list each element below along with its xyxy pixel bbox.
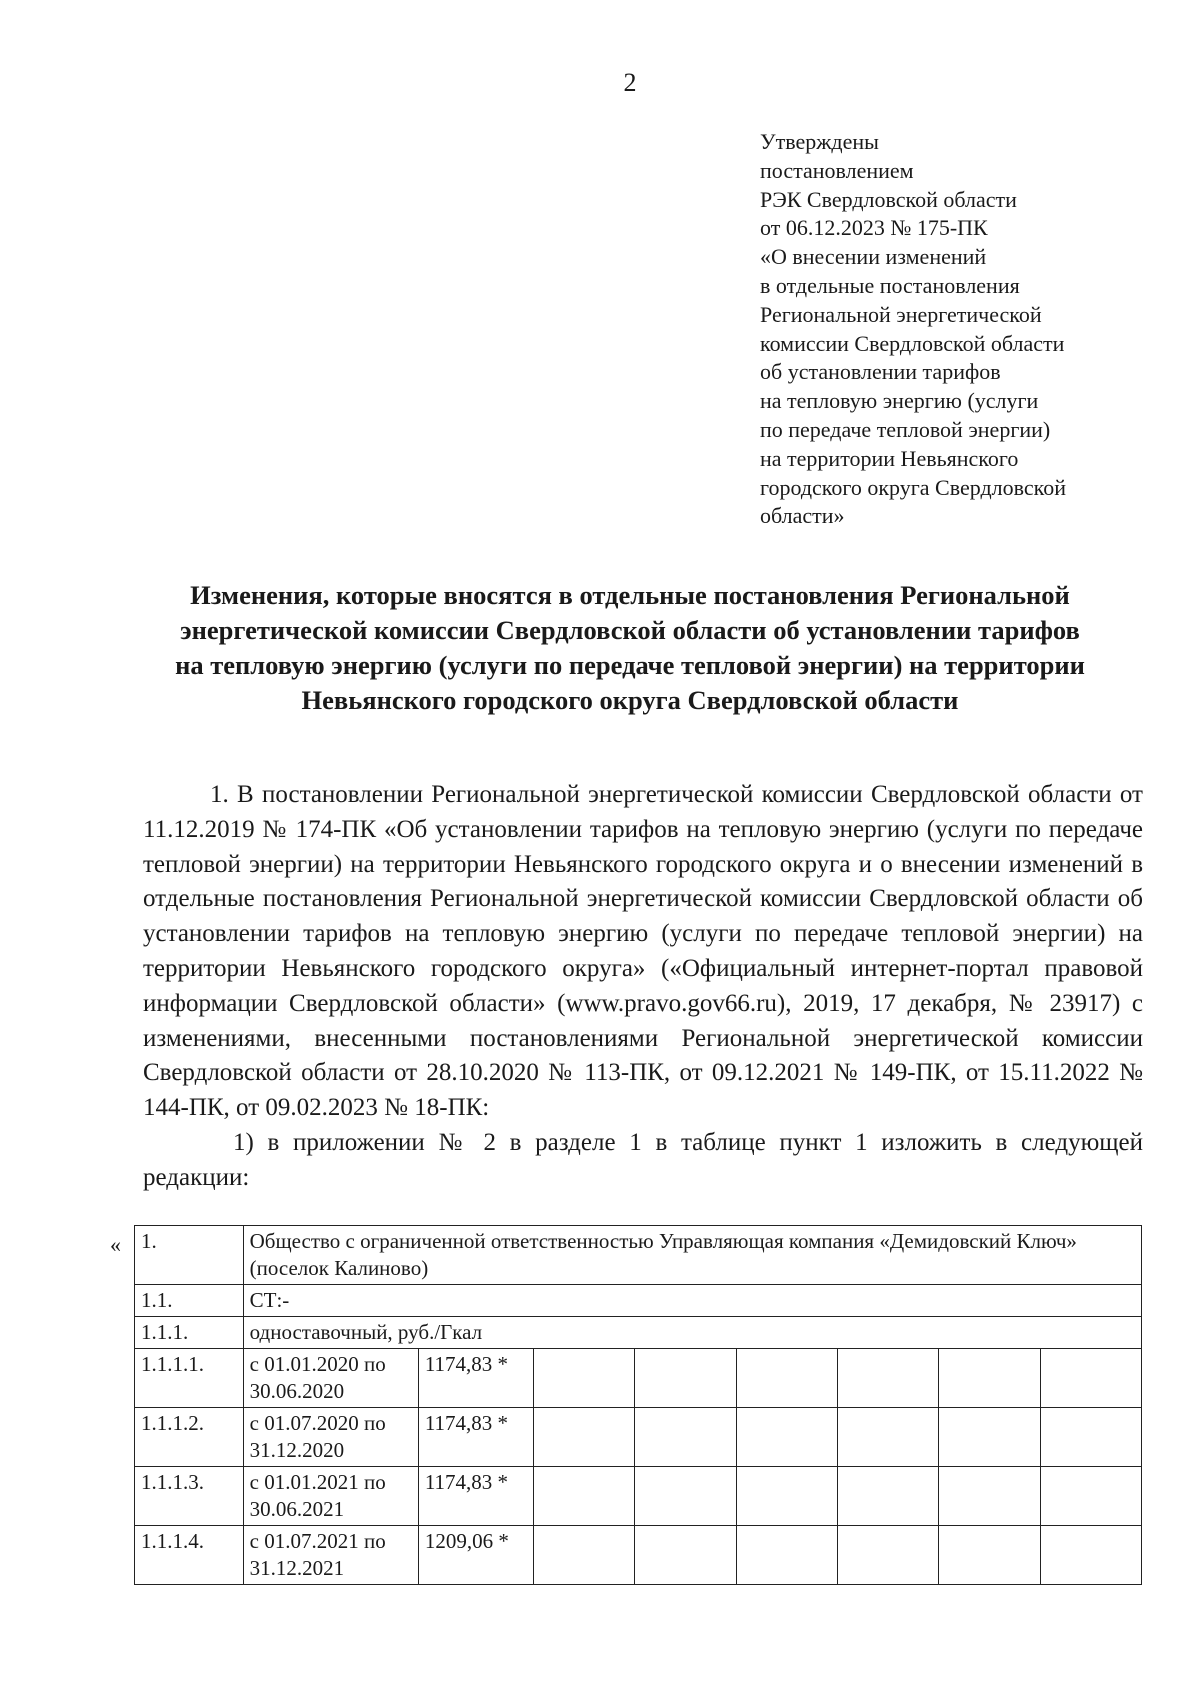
table-row	[135, 1285, 1142, 1317]
rate-number-cell: 1.1.1.	[135, 1317, 244, 1349]
document-title	[120, 578, 1140, 718]
table-row	[135, 1467, 1142, 1526]
table-row	[135, 1349, 1142, 1408]
empty-cell	[837, 1467, 938, 1526]
approval-line: на территории Невьянского	[760, 445, 1019, 471]
row-period-cell: с 01.07.2020 по 31.12.2020	[243, 1408, 418, 1467]
empty-cell	[736, 1467, 837, 1526]
empty-cell	[635, 1408, 736, 1467]
title-line: Изменения, которые вносятся в отдельные постановления Региональной	[190, 580, 1070, 610]
document-body	[143, 778, 1143, 1196]
empty-cell	[534, 1467, 635, 1526]
empty-cell	[736, 1526, 837, 1585]
rate-label-cell: одноставочный, руб./Гкал	[243, 1317, 1141, 1349]
table-row	[135, 1226, 1142, 1285]
approval-line: Утверждены	[760, 129, 879, 154]
row-number-cell: 1.1.1.3.	[135, 1467, 244, 1526]
title-line: энергетической комиссии Свердловской области об установлении тарифов	[180, 615, 1080, 645]
empty-cell	[1040, 1349, 1141, 1408]
row-value-cell: 1174,83 *	[418, 1349, 533, 1408]
approval-block	[760, 128, 1180, 531]
table-row	[135, 1317, 1142, 1349]
row-period-cell: с 01.07.2021 по 31.12.2021	[243, 1526, 418, 1585]
org-name-cell: Общество с ограниченной ответственностью Управляющая компания «Демидовский Ключ» (поселок Калиново)	[243, 1226, 1141, 1285]
empty-cell	[635, 1467, 736, 1526]
approval-line: на тепловую энергию (услуги	[760, 388, 1039, 414]
empty-cell	[1040, 1467, 1141, 1526]
paragraph-1: 1. В постановлении Региональной энергетической комиссии Свердловской области от 11.12.2019 № 174-ПК «Об установлении тарифов на тепловую энергию (услуги по передаче тепловой энергии) на территории Невьянского городского округа и о внесении изменений в отдельные постановления Региональной энергетической комиссии Свердловской области об установлении тарифов на тепловую энергию (услуги по передаче тепловой энергии) на территории Невьянского городского округа» («Официальный интернет-портал правовой информации Свердловской области» (www.pravo.gov66.ru), 2019, 17 декабря, № 23917) с изменениями, внесенными постановлениями Региональной энергетической комиссии Свердловской области от 28.10.2020 № 113-ПК, от 09.12.2021 № 149-ПК, от 15.11.2022 № 144-ПК, от 09.02.2023 № 18-ПК:	[143, 781, 1143, 1122]
row-number-cell: 1.1.1.1.	[135, 1349, 244, 1408]
row-value-cell: 1209,06 *	[418, 1526, 533, 1585]
approval-line: от 06.12.2023 № 175-ПК	[760, 215, 988, 241]
row-value-cell: 1174,83 *	[418, 1467, 533, 1526]
approval-line: Региональной энергетической	[760, 301, 1042, 327]
empty-cell	[736, 1408, 837, 1467]
row-number-cell: 1.1.1.4.	[135, 1526, 244, 1585]
tariff-table	[134, 1225, 1142, 1585]
empty-cell	[837, 1349, 938, 1408]
row-period-cell: с 01.01.2021 по 30.06.2021	[243, 1467, 418, 1526]
approval-line: в отдельные постановления	[760, 272, 1020, 298]
empty-cell	[1040, 1408, 1141, 1467]
empty-cell	[534, 1349, 635, 1408]
approval-line: РЭК Свердловской области	[760, 186, 1017, 212]
opening-quote: «	[110, 1232, 121, 1257]
table-row	[135, 1408, 1142, 1467]
approval-line: по передаче тепловой энергии)	[760, 416, 1051, 442]
approval-line: комиссии Свердловской области	[760, 330, 1065, 356]
page-number: 2	[623, 68, 637, 97]
empty-cell	[939, 1349, 1040, 1408]
row-value-cell: 1174,83 *	[418, 1408, 533, 1467]
org-number-cell: 1.	[135, 1226, 244, 1285]
st-label-cell: СТ:-	[243, 1285, 1141, 1317]
empty-cell	[939, 1526, 1040, 1585]
approval-line: «О внесении изменений	[760, 244, 987, 270]
empty-cell	[939, 1408, 1040, 1467]
empty-cell	[534, 1408, 635, 1467]
st-number-cell: 1.1.	[135, 1285, 244, 1317]
table-row	[135, 1526, 1142, 1585]
title-line: Невьянского городского округа Свердловской области	[301, 685, 959, 715]
empty-cell	[837, 1526, 938, 1585]
approval-line: об установлении тарифов	[760, 359, 1001, 385]
empty-cell	[837, 1408, 938, 1467]
approval-line: постановлением	[760, 157, 914, 183]
paragraph-2: 1) в приложении № 2 в разделе 1 в таблице пункт 1 изложить в следующей редакции:	[143, 1128, 1143, 1191]
empty-cell	[635, 1349, 736, 1408]
empty-cell	[1040, 1526, 1141, 1585]
approval-line: городского округа Свердловской	[760, 474, 1066, 500]
empty-cell	[635, 1526, 736, 1585]
empty-cell	[939, 1467, 1040, 1526]
empty-cell	[736, 1349, 837, 1408]
title-line: на тепловую энергию (услуги по передаче тепловой энергии) на территории	[175, 650, 1085, 680]
empty-cell	[534, 1526, 635, 1585]
approval-line: области»	[760, 503, 845, 529]
row-period-cell: с 01.01.2020 по 30.06.2020	[243, 1349, 418, 1408]
row-number-cell: 1.1.1.2.	[135, 1408, 244, 1467]
